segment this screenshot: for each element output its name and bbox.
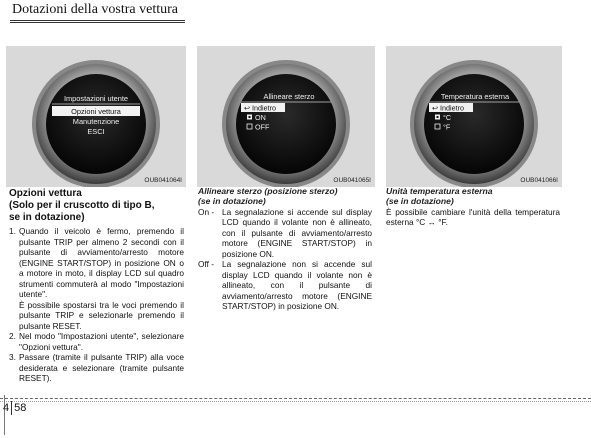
section-title: Allineare sterzo (posizione sterzo) [198, 186, 338, 196]
section-title: (se in dotazione) [386, 196, 454, 207]
section-steering-align [198, 186, 372, 312]
step-note: È possibile spostarsi tra le voci premendo il pulsante TRIP e selezionarle premendo il pulsante RESET. [19, 299, 184, 331]
option-on: ON [255, 113, 266, 122]
option-off: OFF [255, 122, 270, 132]
figure-code: OUB041066I [520, 177, 558, 184]
term-text: La segnalazione si accende sul display LCD quando il volante non è allineato, con il pulsante di avviamento/arresto motore (ENGINE START/STOP) in posizione ON. [222, 206, 372, 259]
section-title: Opzioni vettura [9, 188, 82, 199]
cluster-figure-steering-align [197, 46, 375, 187]
term-label: On - [198, 206, 215, 217]
step-text: Nel modo "Impostazioni utente", selezionare "Opzioni vettura". [19, 331, 184, 352]
section-vehicle-options [9, 188, 184, 384]
figure-code: OUB041064I [144, 177, 182, 184]
back-icon: ↩ [432, 103, 439, 113]
section-outside-temp [386, 186, 560, 228]
menu-item: Manutenzione [72, 117, 120, 126]
back-icon: ↩ [244, 103, 251, 113]
page-number-divider [11, 401, 12, 415]
list-item [9, 352, 184, 384]
list-item [9, 331, 184, 352]
definition-off [198, 259, 372, 312]
menu-item: ESCI [87, 127, 105, 136]
back-label: Indietro [252, 103, 276, 113]
section-text: È possibile cambiare l'unità della temperatura esterna °C ↔ °F. [386, 206, 560, 228]
list-item [9, 226, 184, 300]
section-title: (Solo per il cruscotto di tipo B, [9, 200, 155, 211]
option-celsius: °C [443, 113, 452, 122]
cluster-display-drawing [197, 46, 375, 187]
cluster-display-drawing [386, 46, 562, 187]
section-title: se in dotazione) [9, 212, 85, 223]
footer-rule [0, 401, 591, 402]
page-number [3, 401, 26, 415]
header-rule [10, 20, 185, 21]
header-rule [10, 22, 185, 23]
definition-on [198, 207, 372, 260]
section-title: (se in dotazione) [198, 196, 266, 207]
menu-item-selected: Opzioni vettura [71, 107, 121, 116]
step-text: Quando il veicolo è fermo, premendo il pulsante TRIP per almeno 2 secondi con il pulsante di avviamento/arresto motore (ENGINE START/STOP) in posizione ON o a motore in moto, il display LCD sul quadro strumenti commuterà al modo "Impostazioni utente". [19, 226, 184, 299]
chapter-number: 4 [3, 401, 10, 414]
section-title: Unità temperatura esterna [386, 186, 493, 196]
step-number: 3. [9, 352, 16, 362]
step-number: 2. [9, 331, 16, 341]
step-number: 1. [9, 226, 16, 236]
page-title: Dotazioni della vostra vettura [12, 2, 178, 17]
display-heading: Allineare sterzo [263, 92, 315, 101]
back-label: Indietro [440, 103, 464, 113]
cluster-figure-outside-temp [386, 46, 562, 187]
steps-list [9, 226, 184, 384]
display-heading: Temperatura esterna [440, 92, 510, 101]
term-text: La segnalazione non si accende sul display LCD quando il volante non è allineato, con il pulsante di avviamento/arresto motore (ENGINE START/STOP) in posizione ON. [222, 259, 372, 312]
step-text: Passare (tramite il pulsante TRIP) alla voce desiderata e selezionare (tramite pulsante RESET). [19, 352, 184, 383]
page-number-value: 58 [14, 401, 27, 414]
option-fahrenheit: °F [443, 122, 451, 132]
cluster-figure-user-settings [6, 46, 186, 187]
display-heading: Impostazioni utente [63, 94, 129, 103]
figure-code: OUB041065I [333, 177, 371, 184]
footer-rule [0, 398, 591, 399]
term-label: Off - [198, 259, 214, 270]
cluster-display-drawing [6, 46, 186, 187]
